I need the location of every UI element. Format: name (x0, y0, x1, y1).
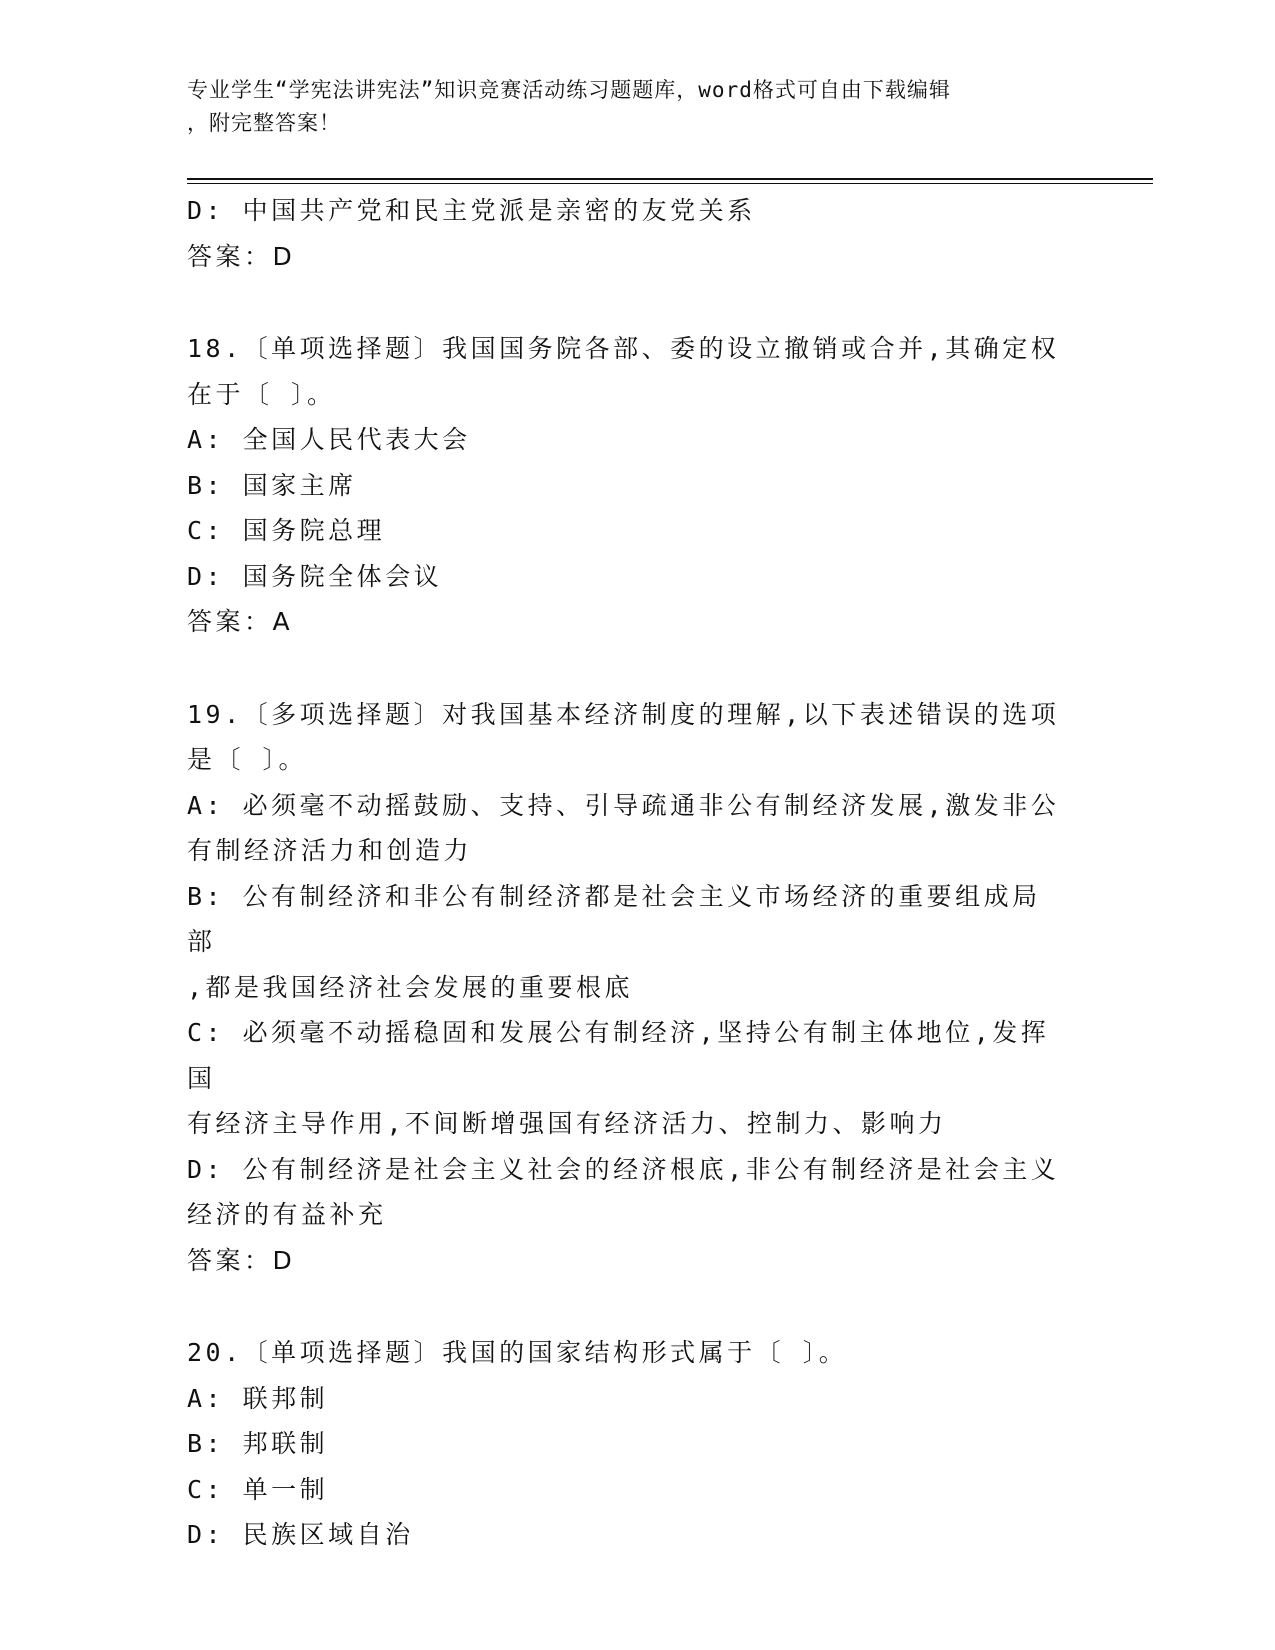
header-divider (187, 178, 1153, 184)
option-a-line-2: 有制经济活力和创造力 (187, 836, 473, 865)
option-c-line-2: 有经济主导作用,不间断增强国有经济活力、控制力、影响力 (187, 1109, 947, 1138)
option-a-line-1: A: 必须毫不动摇鼓励、支持、引导疏通非公有制经济发展,激发非公 (187, 790, 1060, 820)
answer-label: 答案：D (187, 1245, 296, 1275)
document-header (187, 74, 1067, 140)
question-stem-line-1: 20.〔单项选择题〕我国的国家结构形式属于〔 〕。 (187, 1338, 848, 1367)
option-a: A: 联邦制 (187, 1383, 329, 1413)
question-20 (187, 1330, 1067, 1558)
answer-label: 答案：A (187, 607, 294, 636)
option-d: D: 民族区域自治 (187, 1520, 414, 1549)
header-title-line-1: 专业学生“学宪法讲宪法”知识竞赛活动练习题题库，word格式可自由下载编辑 (187, 78, 951, 102)
option-b-line-1: B: 公有制经济和非公有制经济都是社会主义市场经济的重要组成局部 (187, 881, 1041, 956)
answer-label: 答案：D (187, 241, 296, 271)
question-list (187, 188, 1067, 1558)
option-b-line-2: ,都是我国经济社会发展的重要根底 (187, 972, 634, 1002)
option-d: D: 国务院全体会议 (187, 561, 443, 591)
option-b: B: 国家主席 (187, 470, 357, 500)
question-stem-line-1: 19.〔多项选择题〕对我国基本经济制度的理解,以下表述错误的选项 (187, 699, 1060, 729)
option-b: B: 邦联制 (187, 1429, 329, 1458)
option-c-line-1: C: 必须毫不动摇稳固和发展公有制经济,坚持公有制主体地位,发挥国 (187, 1018, 1050, 1093)
option-a: A: 全国人民代表大会 (187, 425, 471, 454)
question-18 (187, 326, 1067, 645)
spacer (187, 645, 1067, 692)
question-19 (187, 692, 1067, 1284)
spacer (187, 1283, 1067, 1330)
option-c: C: 单一制 (187, 1474, 329, 1504)
question-17-tail (187, 188, 1067, 279)
header-title-line-2: ，附完整答案！ (187, 111, 341, 135)
option-d-line-2: 经济的有益补充 (187, 1200, 387, 1229)
option-d-line-1: D: 公有制经济是社会主义社会的经济根底,非公有制经济是社会主义 (187, 1154, 1060, 1184)
question-stem-line-1: 18.〔单项选择题〕我国国务院各部、委的设立撤销或合并,其确定权 (187, 334, 1060, 363)
option-c: C: 国务院总理 (187, 516, 386, 545)
option-d: D: 中国共产党和民主党派是亲密的友党关系 (187, 196, 756, 225)
question-stem-line-2: 是〔 〕。 (187, 745, 308, 774)
question-stem-line-2: 在于〔 〕。 (187, 379, 336, 409)
spacer (187, 279, 1067, 326)
